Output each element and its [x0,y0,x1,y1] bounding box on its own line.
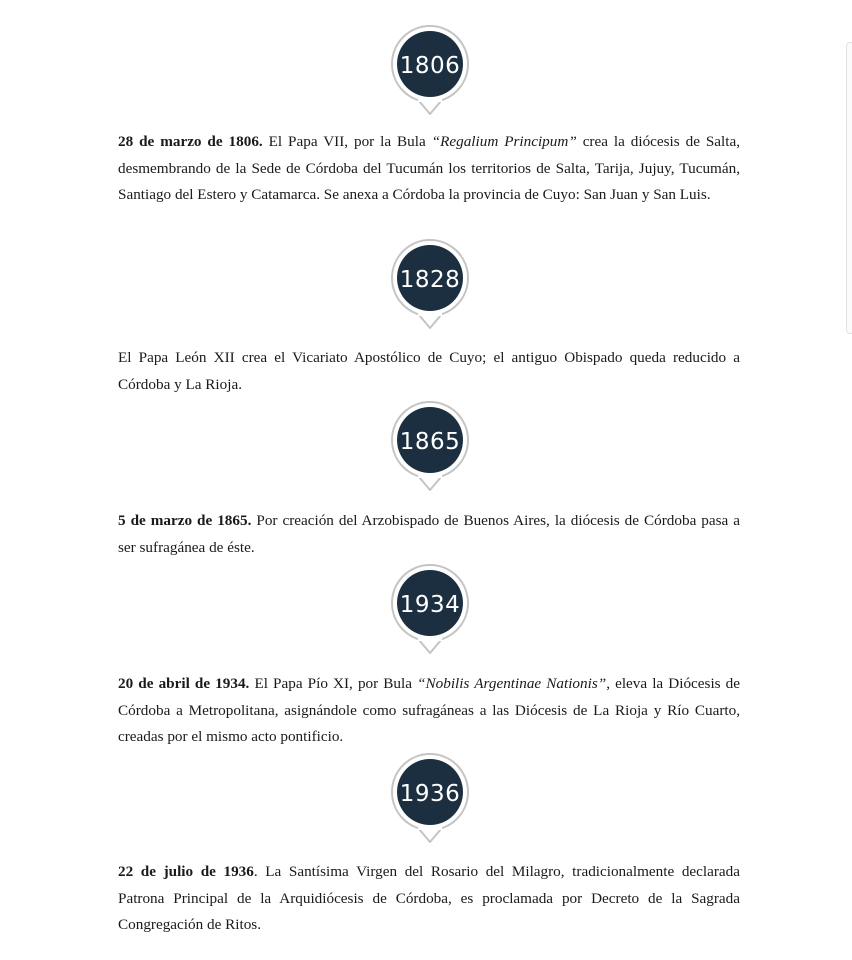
year-label: 1934 [399,592,461,618]
entry-text: El Papa León XII crea el Vicariato Apostólico de Cuyo; el antiguo Obispado queda reducido a Córdoba y La Rioja. [118,349,740,393]
year-marker-1934 [388,563,472,655]
bull-title: “Nobilis Argentinae Nationis” [417,675,607,692]
timeline-entry-1934 [118,671,740,751]
entry-date: 28 de marzo de 1806. [118,133,263,150]
year-marker-1936 [388,752,472,844]
bull-title: “Regalium Principum” [431,133,577,150]
timeline-entry-1828 [118,345,740,398]
entry-text: . La Santísima Virgen del Rosario del Milagro, tradicionalmente declarada Patrona Principal de la Arquidiócesis de Córdoba, es proclamada por Decreto de la Sagrada Congregación de Ritos. [118,863,740,933]
year-marker-1828 [388,238,472,330]
entry-date: 22 de julio de 1936 [118,863,254,880]
entry-date: 20 de abril de 1934. [118,675,250,692]
year-marker-1865 [388,400,472,492]
timeline-entry-1806 [118,129,740,209]
entry-text: El Papa Pío XI, por Bula [249,675,418,692]
scrollbar-edge[interactable] [846,42,852,334]
timeline-entry-1865 [118,508,740,561]
year-label: 1865 [399,429,461,455]
entry-date: 5 de marzo de 1865. [118,512,252,529]
entry-text: El Papa VII, por la Bula [262,133,432,150]
year-marker-1806 [388,24,472,116]
year-label: 1936 [399,781,461,807]
entry-text: crea la diócesis de Salta, desmembrando de la Sede de Córdoba del Tucumán los territorios de Salta, Tarija, Jujuy, Tucumán, Santiago del Estero y Catamarca. Se anexa a Córdoba la provincia de Cuyo: San Juan y San Luis. [118,133,741,203]
year-label: 1806 [399,53,461,79]
entry-text: Por creación del Arzobispado de Buenos Aires, la diócesis de Córdoba pasa a ser sufragánea de éste. [118,512,740,556]
timeline-entry-1936 [118,859,740,939]
year-label: 1828 [399,267,461,293]
entry-text: , eleva la Diócesis de Córdoba a Metropolitana, asignándole como sufragáneas a las Diócesis de La Rioja y Río Cuarto, creadas por el mismo acto pontificio. [118,675,741,745]
